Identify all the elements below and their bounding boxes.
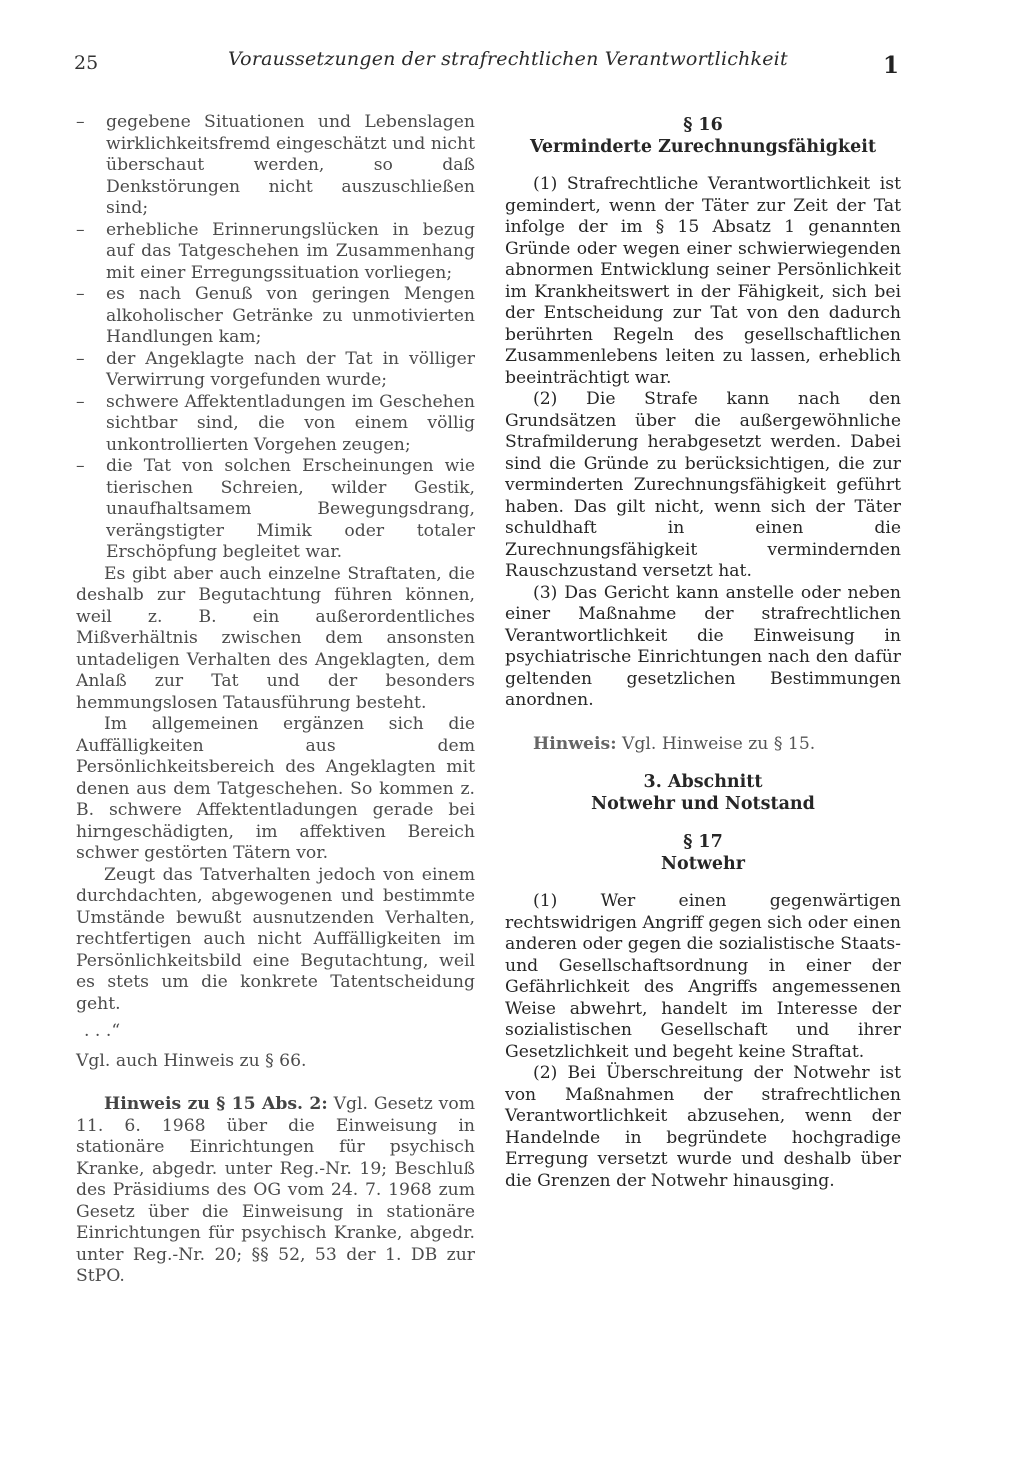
running-head: Voraussetzungen der strafrechtlichen Verantwortlichkeit xyxy=(228,48,788,70)
list-item xyxy=(76,349,475,392)
list-item xyxy=(76,392,475,457)
body-paragraph: Im allgemeinen ergänzen sich die Auffälligkeiten aus dem Persönlichkeitsbereich des Angeklagten mit denen aus dem Tatgeschehen. So kommen z. B. schwere Affektentladungen gerade bei hirngeschädigten, im affektiven Bereich schwer gestörten Tätern vor. xyxy=(76,714,475,863)
dash-bullet: – xyxy=(76,348,85,369)
list-item xyxy=(76,456,475,564)
section-16-number: § 16 xyxy=(683,115,723,135)
hint-text: Vgl. Hinweise zu § 15. xyxy=(616,733,816,754)
see-also-reference: Vgl. auch Hinweis zu § 66. xyxy=(76,1050,307,1071)
body-paragraph: Es gibt aber auch einzelne Straftaten, die deshalb zur Begutachtung führen können, weil z. B. ein außerordentliches Mißverhältnis zwischen dem ansonsten untadeligen Verhalten des Angeklagten, dem Anlaß zur Tat und der besonders hemmungslosen Tatausführung besteht. xyxy=(76,563,475,713)
list-item-text: es nach Genuß von geringen Mengen alkoholischer Getränke zu unmotivierten Handlungen kam; xyxy=(106,284,475,347)
page-number: 25 xyxy=(74,52,99,74)
dash-bullet: – xyxy=(76,284,85,304)
section-16-paragraph-2: (2) Die Strafe kann nach den Grundsätzen über die außergewöhnliche Strafmilderung herabgesetzt werden. Dabei sind die Gründe zu berücksichtigen, die zur verminderten Zurechnungsfähigkeit geführt haben. Das gilt nicht, wenn sich der Täter schuldhaft in einen die Zurechnungsfähigkeit vermindernden Rauschzustand versetzt hat. xyxy=(505,389,901,581)
list-item-text: erhebliche Erinnerungslücken in bezug auf das Tatgeschehen im Zusammenhang mit einer Erregungssituation vorliegen; xyxy=(106,219,475,283)
section-16-title: Verminderte Zurechnungsfähigkeit xyxy=(529,137,877,157)
list-item xyxy=(76,284,475,349)
chapter-title: Notwehr und Notstand xyxy=(591,794,815,814)
note-label: Hinweis zu § 15 Abs. 2: xyxy=(104,1094,328,1114)
quote-ellipsis: . . .“ xyxy=(84,1021,121,1041)
section-17-paragraph-2: (2) Bei Überschreitung der Notwehr ist von Maßnahmen der strafrechtlichen Verantwortlichkeit abzusehen, wenn der Handelnde in begründete hochgradige Erregung versetzt wurde und deshalb über die Grenzen der Notwehr hinausging. xyxy=(505,1063,901,1191)
criteria-list xyxy=(76,112,475,564)
hint-label: Hinweis: xyxy=(533,733,617,754)
chapter-number: 1 xyxy=(883,52,900,79)
list-item xyxy=(76,220,475,285)
list-item-text: schwere Affektentladungen im Geschehen sichtbar sind, die von einem völlig unkontrollierten Vorgehen zeugen; xyxy=(106,391,475,455)
dash-bullet: – xyxy=(76,391,85,412)
section-16-paragraph-3: (3) Das Gericht kann anstelle oder neben einer Maßnahme der strafrechtlichen Verantwortlichkeit die Einweisung in psychiatrische Einrichtungen nach den dafür geltenden gesetzlichen Bestimmungen anordnen. xyxy=(505,582,901,710)
section-17-number: § 17 xyxy=(683,832,723,852)
right-column xyxy=(505,112,901,1192)
left-column xyxy=(76,112,475,1288)
dash-bullet: – xyxy=(76,112,85,132)
section-17-paragraph-1: (1) Wer einen gegenwärtigen rechtswidrigen Angriff gegen sich oder einen anderen oder gegen die sozialistische Staats- und Gesellschaftsordnung in einer der Gefährlichkeit des Angriffs angemessenen Weise abwehrt, handelt im Interesse der sozialistischen Gesellschaft und ihrer Gesetzlichkeit und begeht keine Straftat. xyxy=(505,891,901,1062)
hint-paragraph xyxy=(505,734,901,756)
dash-bullet: – xyxy=(76,219,85,240)
note-text: Vgl. Gesetz vom 11. 6. 1968 über die Einweisung in stationäre Einrichtungen für psychisch Kranke, abgedr. unter Reg.-Nr. 19; Beschluß des Präsidiums des OG vom 24. 7. 1968 zum Gesetz über die Einweisung in stationäre Einrichtungen für psychisch Kranke, abgedr. unter Reg.-Nr. 20; §§ 52, 53 der 1. DB zur StPO. xyxy=(76,1094,475,1286)
dash-bullet: – xyxy=(76,456,85,476)
section-16-paragraph-1: (1) Strafrechtliche Verantwortlichkeit ist gemindert, wenn der Täter zur Zeit der Tat infolge der im § 15 Absatz 1 genannten Gründe oder wegen einer schwierwiegenden abnormen Entwicklung seiner Persönlichkeit im Krankheitswert in der Fähigkeit, sich bei der Entscheidung zur Tat von den dadurch berührten Regeln des gesellschaftlichen Zusammenlebens leiten zu lassen, erheblich beeinträchtigt war. xyxy=(505,174,901,388)
list-item xyxy=(76,112,475,220)
list-item-text: der Angeklagte nach der Tat in völliger Verwirrung vorgefunden wurde; xyxy=(106,348,475,390)
body-paragraph: Zeugt das Tatverhalten jedoch von einem durchdachten, abgewogenen und bestimmte Umstände bewußt ausnutzenden Verhalten, rechtfertigen auch nicht Auffälligkeiten im Persönlichkeitsbild eine Begutachtung, weil es stets um die konkrete Tatentscheidung geht. xyxy=(76,864,475,1014)
section-17-title: Notwehr xyxy=(661,854,745,874)
note-paragraph xyxy=(76,1094,475,1288)
chapter-label: 3. Abschnitt xyxy=(643,772,763,792)
list-item-text: gegebene Situationen und Lebenslagen wirklichkeitsfremd eingeschätzt und nicht überschaut werden, so daß Denkstörungen nicht auszuschließen sind; xyxy=(106,112,475,218)
list-item-text: die Tat von solchen Erscheinungen wie tierischen Schreien, wilder Gestik, unaufhaltsamem Bewegungsdrang, verängstigter Mimik oder totaler Erschöpfung begleitet war. xyxy=(106,456,475,562)
